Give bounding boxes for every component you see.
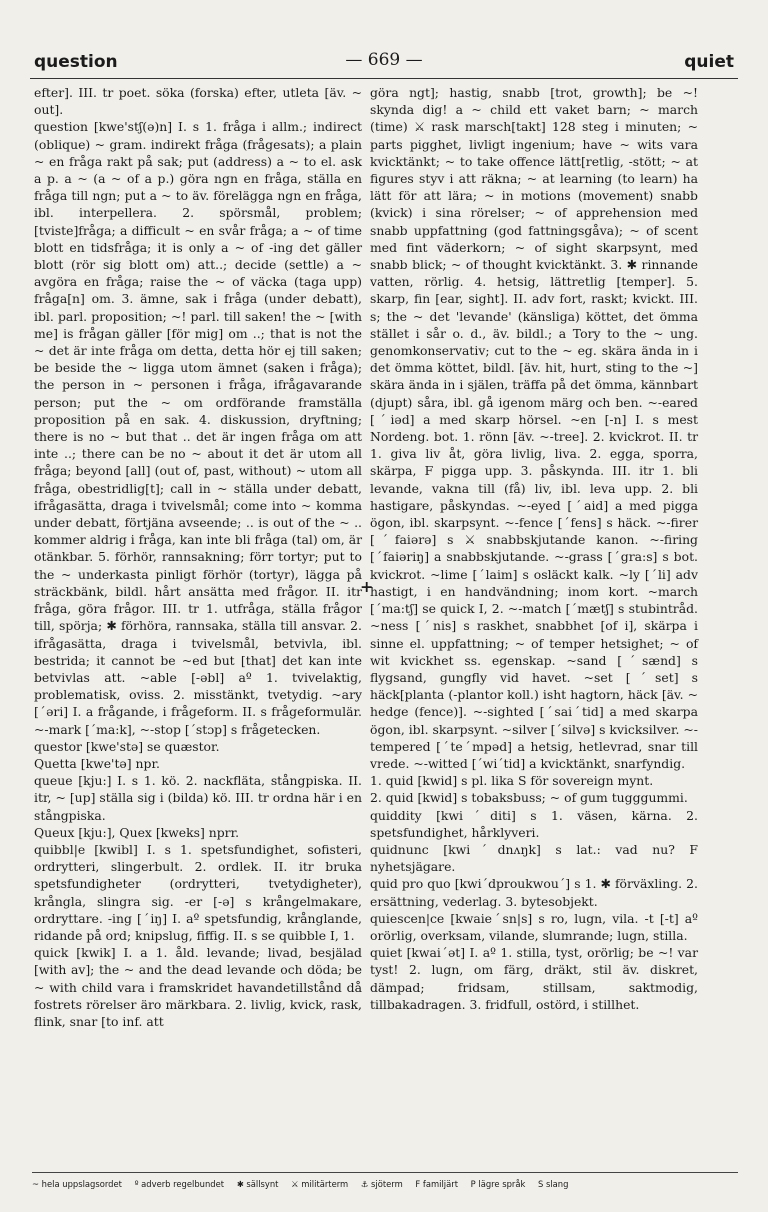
legend-item: F familjärt: [415, 1179, 458, 1189]
margin-plus-mark: +: [360, 577, 374, 596]
entry-paragraph: quiescen|ce [kwaieˊsn|s] s ro, lugn, vila. -t [-t] aº orörlig, overksam, vilande, slumrande; lugn, stilla.: [370, 910, 698, 943]
entry-paragraph: quid pro quo [kwiˊdproukwouˊ] s 1. ✱ förväxling. 2. ersättning, vederlag. 3. bytesobjekt.: [370, 876, 698, 909]
entry-paragraph: quiddity [kwiˊditi] s 1. väsen, kärna. 2. spetsfundighet, hårklyveri.: [370, 807, 698, 840]
entry-paragraph: questor [kwe'stə] se quæstor.: [34, 738, 220, 754]
abbreviation-legend: [32, 1172, 738, 1189]
left-column: [34, 84, 362, 1030]
page-number: — 669 —: [345, 50, 423, 70]
legend-item: º adverb regelbundet: [134, 1179, 225, 1189]
entry-paragraph: 1. quid [kwid] s pl. lika S för sovereign mynt.: [370, 773, 654, 789]
left-guide-word: question: [34, 52, 118, 72]
right-guide-word: quiet: [684, 52, 734, 72]
entry-paragraph: Queux [kju:], Quex [kweks] nprr.: [34, 824, 240, 840]
entry-paragraph: efter]. III. tr poet. söka (forska) efter, utleta [äv. ~ out].: [34, 85, 362, 118]
entry-paragraph: queue [kju:] I. s 1. kö. 2. nackfläta, stångpiska. II. itr, ~ [up] ställa sig i (bilda) kö. III. tr ordna här i en stångpiska.: [34, 773, 362, 823]
entry-paragraph: quidnunc [kwiˊdnʌŋk] s lat.: vad nu? F nyhetsjägare.: [370, 841, 698, 875]
entry-paragraph: Quetta [kwe'tə] npr.: [34, 755, 160, 771]
right-column: [370, 84, 698, 1013]
legend-item: S slang: [538, 1179, 569, 1189]
entry-paragraph: 2. quid [kwid] s tobaksbuss; ~ of gum tugggummi.: [370, 790, 688, 806]
legend-item: ⚔ militärterm: [291, 1179, 349, 1189]
legend-item: ✱ sällsynt: [236, 1179, 279, 1189]
entry-paragraph: quibbl|e [kwibl] I. s 1. spetsfundighet, sofisteri, ordrytteri, slingerbult. 2. ordlek. II. itr bruka spetsfundigheter (ordrytteri, tvetydigheter), krångla, slingra sig. -er [-ə] s krångelmakare, ordryttare. -ing [ˊiŋ] I. aº spetsfundig, krånglande, ridande på ord; knipslug, fiffig. II. s se quibble I, 1.: [34, 841, 362, 943]
entry-paragraph: quick [kwik] I. a 1. åld. levande; livad, besjälad [with av]; the ~ and the dead levande och döda; be ~ with child vara i framskridet havandetillstånd då fostrets rörelser äro märkbara. 2. livlig, kvick, rask, flink, snar [to inf. att: [34, 945, 362, 1029]
legend-item: ~ hela uppslagsordet: [32, 1179, 122, 1189]
legend-item: ⚓ sjöterm: [360, 1179, 403, 1189]
legend-item: P lägre språk: [470, 1179, 526, 1189]
entry-paragraph: göra ngt]; hastig, snabb [trot, growth]; be ~! skynda dig! a ~ child ett vaket barn; ~ march (time) ⚔ rask marsch[takt] 128 steg i minuten; ~ parts pigghet, livligt ingenium; have ~ wits vara kvicktänkt; ~ to take offence lätt[retlig, -stött; ~ at figures styv i att räkna; ~ at learning (to learn) ha lätt för att lära; ~ in motions (movement) snabb (kvick) i sina rörelser; ~ of apprehension med snabb uppfattning (god fattningsgåva); ~ of scent med fint väderkorn; ~ of sight skarpsynt, med snabb blick; ~ of thought kvicktänkt. 3. ✱ rinnande vatten, rörlig. 4. hetsig, lättretlig [temper]. 5. skarp, fin [ear, sight]. II. adv fort, raskt; kvickt. III. s; the ~ det 'levande' (känsliga) köttet, det ömma stället i sår o. d., äv. bildl.; a Tory to the ~ ung. genomkonservativ; cut to the ~ eg. skära ända in i det ömma köttet, bildl. [äv. hit, hurt, sting to the ~] skära ända in i själen, träffa på det ömma, kännbart (djupt) såra, ibl. gå igenom märg och ben. ~-eared [ˊiəd] a med skarp hörsel. ~en [-n] I. s mest Nordeng. bot. 1. rönn [äv. ~-tree]. 2. kvickrot. II. tr 1. giva liv åt, göra livlig, liva. 2. egga, sporra, skärpa, F pigga upp. 3. påskynda. III. itr 1. bli levande, vakna till (få) liv, ibl. leva upp. 2. bli hastigare, påskyndas. ~-eyed [ˊaid] a med pigga ögon, ibl. skarpsynt. ~-fence [ˊfens] s häck. ~-firer [ˊfaiərə] s ⚔ snabbskjutande kanon. ~-firing [ˊfaiəriŋ] a snabbskjutande. ~-grass [ˊgra:s] s bot. kvickrot. ~lime [ˊlaim] s osläckt kalk. ~ly [ˊli] adv hastigt, i en handvändning; inom kort. ~march [ˊma:tʃ] se quick I, 2. ~-match [ˊmætʃ] s stubintråd. ~ness [ˊnis] s raskhet, snabbhet [of i], skärpa i sinne el. uppfattning; ~ of temper hetsighet; ~ of wit kvickhet ss. egenskap. ~sand [ˊsænd] s flygsand, gungfly vid havet. ~set [ˊset] s häck[planta (-plantor koll.) isht hagtorn, häck [äv. ~ hedge (fence)]. ~-sighted [ˊsaiˊtid] a med skarpa ögon, ibl. skarpsynt. ~silver [ˊsilvə] s kvicksilver. ~-tempered [ˊteˊmpəd] a hetsig, hetlevrad, snar till vrede. ~-witted [ˊwiˊtid] a kvicktänkt, snarfyndig.: [370, 85, 698, 771]
page-header: [30, 48, 738, 79]
entry-paragraph: quiet [kwaiˊət] I. aº 1. stilla, tyst, orörlig; be ~! var tyst! 2. lugn, om färg, dräkt, stil äv. diskret, dämpad; fridsam, stillsam, saktmodig, tillbakadragen. 3. fridfull, ostörd, i stillhet.: [370, 945, 698, 1012]
entry-paragraph: question [kwe'stʃ(ə)n] I. s 1. fråga i allm.; indirect (oblique) ~ gram. indirekt fråga (frågesats); a plain ~ en fråga rakt på sak; put (address) a ~ to el. ask a p. a ~ (a ~ of a p.) göra ngn en fråga, ställa en fråga till ngn; put a ~ to äv. förelägga ngn en fråga, ibl. interpellera. 2. spörsmål, problem; [tviste]fråga; a difficult ~ en svår fråga; a ~ of time blott en tidsfråga; it is only a ~ of -ing det gäller blott (rör sig blott om) att..; decide (settle) a ~ avgöra en fråga; raise the ~ of väcka (taga upp) fråga[n] om. 3. ämne, sak i fråga (under debatt), ibl. parl. proposition; ~! parl. till saken! the ~ [with me] is frågan gäller [för mig] om ..; that is not the ~ det är inte fråga om detta, detta hör ej till saken; be beside the ~ ligga utom ämnet (saken i fråga); the person in ~ personen i fråga, ifrågavarande person; put the ~ om ordförande framställa proposition på en sak. 4. diskussion, dryftning; there is no ~ but that .. det är ingen fråga om att inte ..; there can be no ~ about it det är utom all fråga; beyond [all] (out of, past, without) ~ utom all fråga, obestridlig[t]; call in ~ ställa under debatt, ifrågasätta, draga i tvivelsmål; come into ~ komma under debatt, förtjäna avseende; .. is out of the ~ .. kommer aldrig i fråga, kan inte bli fråga (tal) om, är otänkbar. 5. förhör, rannsakning; förr tortyr; put to the ~ underkasta pinligt förhör (tortyr), lägga på sträckbänk, bildl. hårt ansätta med frågor. II. itr fråga, göra frågor. III. tr 1. utfråga, ställa frågor till, spörja; ✱ förhöra, rannsaka, ställa till ansvar. 2. ifrågasätta, draga i tvivelsmål, betvivla, ibl. bestrida; it cannot be ~ed but [that] det kan inte betvivlas att. ~able [-əbl] aº 1. tvivelaktig, problematisk, oviss. 2. misstänkt, tvetydig. ~ary [ˊəri] I. a frågande, i frågeform. II. s frågeformulär. ~-mark [ˊma:k], ~-stop [ˊstɔp] s frågetecken.: [34, 119, 362, 737]
